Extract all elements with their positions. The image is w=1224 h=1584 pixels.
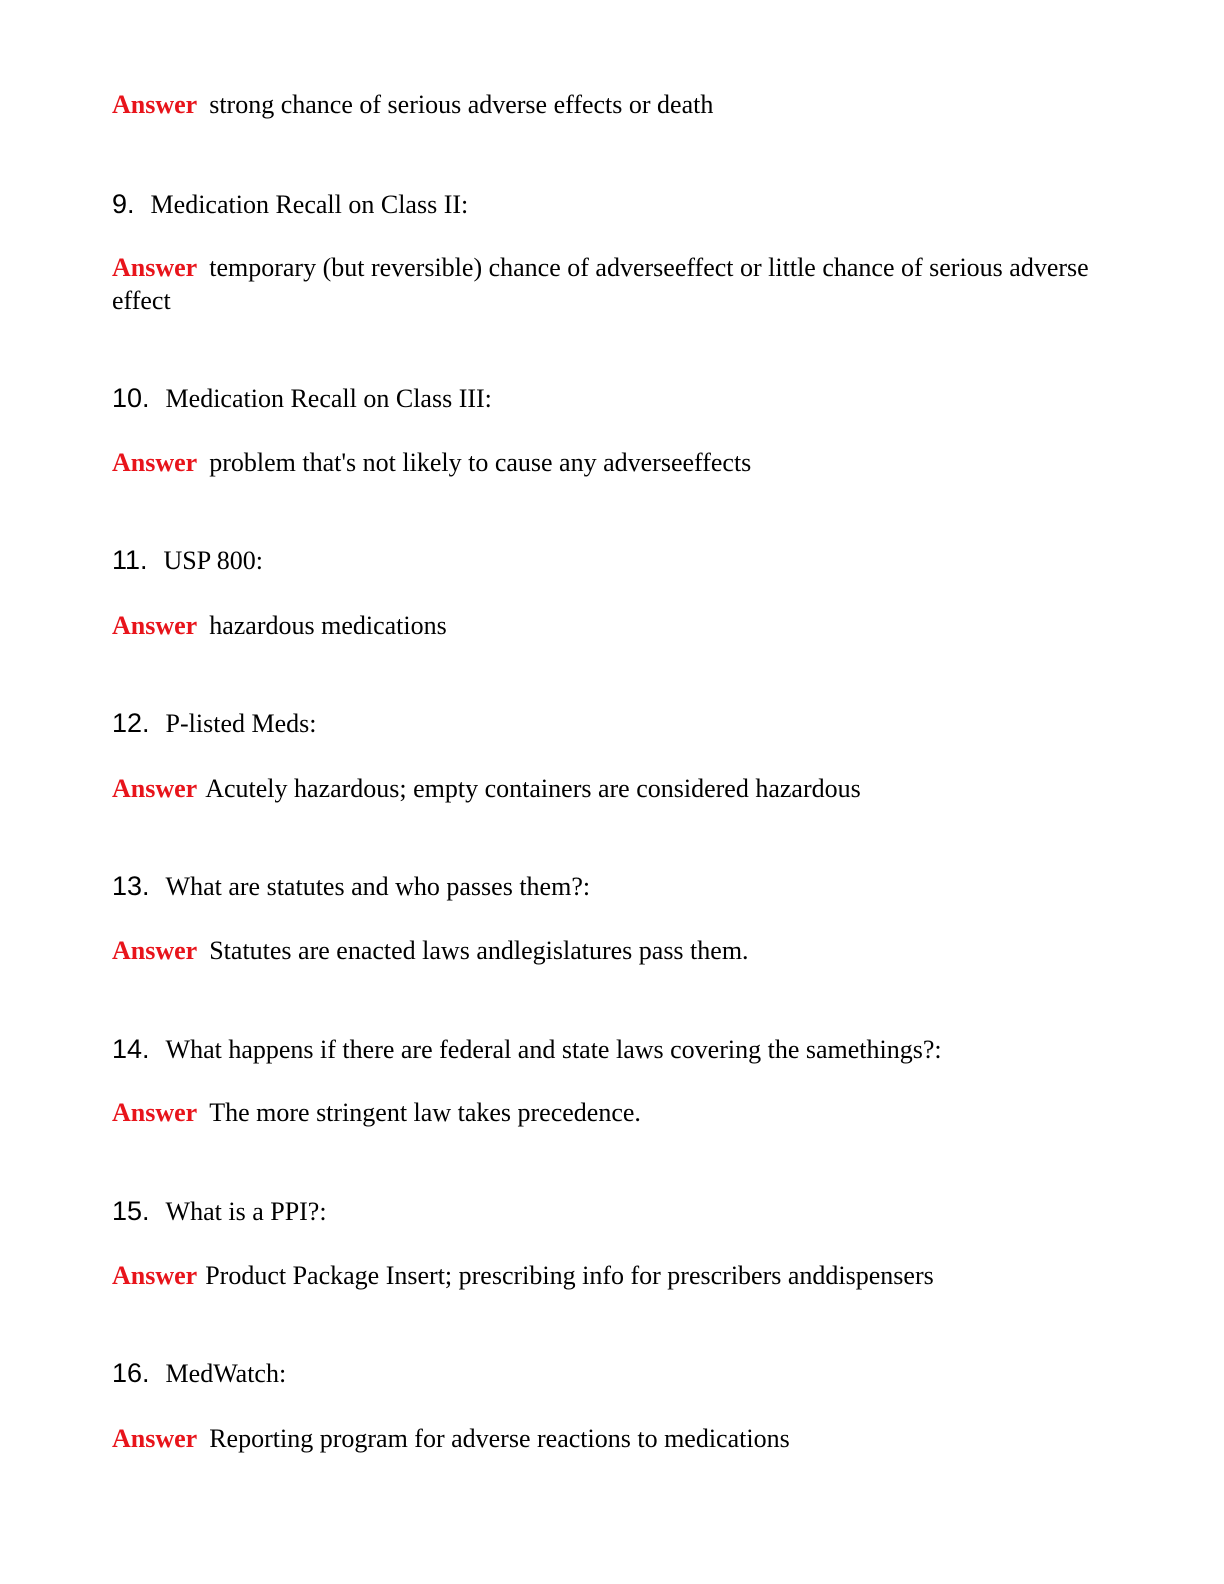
answer-label: Answer <box>112 1424 198 1453</box>
question-16 <box>112 1357 1112 1390</box>
question-text: P-listed Meds: <box>165 709 317 738</box>
answer-8 <box>112 88 1092 121</box>
question-number: 11. <box>112 545 148 575</box>
question-text: What are statutes and who passes them?: <box>165 872 591 901</box>
question-number: 9. <box>112 189 135 219</box>
question-9 <box>112 188 1112 221</box>
answer-text: problem that's not likely to cause any adverseeffects <box>209 448 752 477</box>
question-15 <box>112 1195 1112 1228</box>
answer-label: Answer <box>112 936 198 965</box>
question-text: What happens if there are federal and state laws covering the samethings?: <box>165 1035 942 1064</box>
answer-10 <box>112 446 1092 479</box>
question-13 <box>112 870 1112 903</box>
question-12 <box>112 707 1112 740</box>
answer-14 <box>112 1096 1092 1129</box>
answer-label: Answer <box>112 448 198 477</box>
question-text: What is a PPI?: <box>165 1197 327 1226</box>
question-number: 15. <box>112 1196 150 1226</box>
answer-text: Statutes are enacted laws andlegislatures pass them. <box>209 936 749 965</box>
question-number: 13. <box>112 871 150 901</box>
question-text: MedWatch: <box>165 1359 287 1388</box>
answer-label: Answer <box>112 1098 198 1127</box>
answer-13 <box>112 934 1092 967</box>
question-number: 14. <box>112 1034 150 1064</box>
answer-text: The more stringent law takes precedence. <box>209 1098 641 1127</box>
answer-15 <box>112 1259 1092 1292</box>
question-text: USP 800: <box>163 546 263 575</box>
question-text: Medication Recall on Class III: <box>165 384 492 413</box>
answer-text: temporary (but reversible) chance of adverseeffect or little chance of serious adverse effect <box>112 253 1089 315</box>
answer-label: Answer <box>112 774 198 803</box>
answer-text: Reporting program for adverse reactions to medications <box>209 1424 790 1453</box>
answer-label: Answer <box>112 611 198 640</box>
question-number: 10. <box>112 383 150 413</box>
question-14 <box>112 1033 1112 1066</box>
answer-text: Acutely hazardous; empty containers are considered hazardous <box>205 774 861 803</box>
answer-text: hazardous medications <box>209 611 447 640</box>
answer-11 <box>112 609 1092 642</box>
question-10 <box>112 382 1112 415</box>
question-number: 16. <box>112 1358 150 1388</box>
question-number: 12. <box>112 708 150 738</box>
answer-9 <box>112 251 1092 317</box>
answer-16 <box>112 1422 1092 1455</box>
answer-label: Answer <box>112 253 198 282</box>
answer-12 <box>112 772 1092 805</box>
question-text: Medication Recall on Class II: <box>150 190 469 219</box>
answer-text: strong chance of serious adverse effects or death <box>209 90 714 119</box>
answer-text: Product Package Insert; prescribing info for prescribers anddispensers <box>205 1261 934 1290</box>
question-11 <box>112 544 1112 577</box>
answer-label: Answer <box>112 90 198 119</box>
answer-label: Answer <box>112 1261 198 1290</box>
